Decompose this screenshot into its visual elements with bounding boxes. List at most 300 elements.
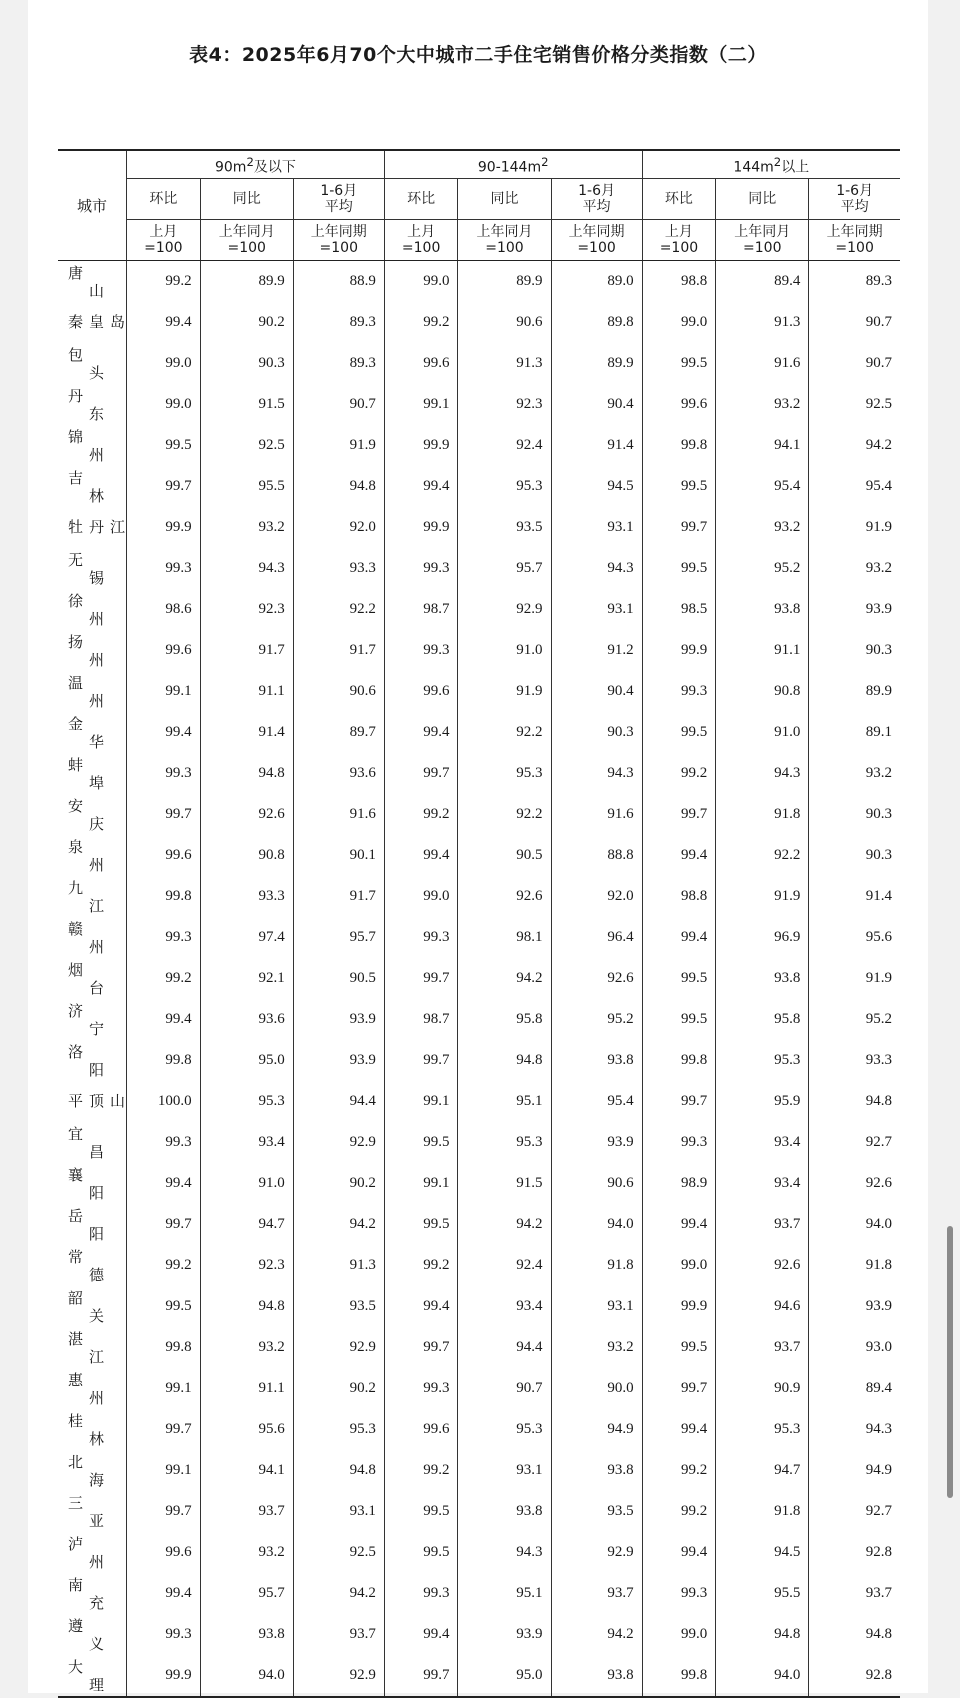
index-value: 88.8	[551, 835, 642, 876]
index-value: 93.4	[200, 1122, 293, 1163]
index-value: 98.8	[642, 876, 716, 917]
city-name-char1: 徐	[68, 592, 84, 610]
index-value: 99.8	[642, 425, 716, 466]
city-name-char1: 宜	[68, 1125, 84, 1143]
index-value: 94.8	[716, 1614, 809, 1655]
base-header-line2: =100	[659, 240, 699, 256]
index-value: 94.5	[551, 466, 642, 507]
index-value: 93.1	[293, 1491, 384, 1532]
index-value: 94.4	[293, 1081, 384, 1122]
table-row	[58, 425, 900, 466]
index-value: 89.8	[551, 302, 642, 343]
base-header-0-0	[127, 220, 201, 261]
index-value: 99.5	[642, 999, 716, 1040]
index-value: 95.4	[865, 478, 892, 494]
city-name-char2: 州	[89, 446, 105, 464]
index-value: 90.6	[293, 671, 384, 712]
index-value: 92.6	[865, 1175, 892, 1191]
base-header-line1: 上年同月	[734, 224, 791, 240]
index-value: 92.6	[551, 958, 642, 999]
index-value: 92.6	[458, 876, 551, 917]
index-value: 91.8	[716, 1491, 809, 1532]
city-name	[58, 302, 132, 343]
city-name-char2: 东	[89, 405, 105, 423]
index-value: 93.9	[458, 1614, 551, 1655]
city-name-char1: 南	[68, 1576, 84, 1594]
index-value: 94.8	[458, 1040, 551, 1081]
city-name-char2: 阳	[89, 1225, 105, 1243]
index-value: 90.5	[293, 958, 384, 999]
index-value: 92.2	[458, 712, 551, 753]
index-value: 98.9	[642, 1163, 716, 1204]
index-value: 93.3	[865, 1052, 892, 1068]
index-value: 99.7	[127, 1491, 201, 1532]
index-value: 93.2	[865, 765, 892, 781]
index-value: 90.3	[865, 642, 892, 658]
city-name	[58, 1286, 127, 1327]
index-value: 92.9	[293, 1655, 384, 1697]
index-value: 93.9	[293, 1040, 384, 1081]
index-value: 95.7	[458, 548, 551, 589]
index-value: 94.1	[716, 425, 809, 466]
index-value: 99.8	[127, 1040, 201, 1081]
index-value: 99.3	[642, 671, 716, 712]
subheader-line2: 平均	[324, 199, 353, 215]
table-row	[58, 999, 900, 1040]
document-page	[28, 0, 928, 1693]
index-value: 99.4	[642, 917, 716, 958]
index-value: 95.3	[458, 1122, 551, 1163]
index-value: 94.0	[716, 1655, 809, 1697]
city-name	[58, 712, 127, 753]
index-value: 97.4	[200, 917, 293, 958]
index-value: 90.7	[458, 1368, 551, 1409]
index-value: 99.7	[642, 1368, 716, 1409]
index-value: 99.1	[384, 1163, 458, 1204]
index-value: 91.6	[716, 343, 809, 384]
city-name	[58, 1573, 127, 1614]
city-name-char1: 洛	[68, 1043, 84, 1061]
index-value: 92.1	[200, 958, 293, 999]
index-value: 94.8	[293, 466, 384, 507]
index-value: 93.2	[551, 1327, 642, 1368]
index-value: 99.2	[127, 261, 201, 303]
table-row	[58, 261, 900, 303]
table-row	[58, 384, 900, 425]
index-value: 93.2	[716, 507, 809, 548]
index-value: 90.5	[458, 835, 551, 876]
city-name-char2: 庆	[89, 815, 105, 833]
city-name	[58, 261, 127, 303]
subheader-2-0	[642, 179, 716, 220]
index-value: 94.3	[551, 548, 642, 589]
city-name	[58, 548, 127, 589]
index-value: 99.4	[384, 466, 458, 507]
table-row	[58, 1655, 900, 1697]
city-name-char2: 林	[89, 1430, 105, 1448]
index-value: 91.6	[293, 794, 384, 835]
subheader-line1: 同比	[748, 191, 777, 207]
index-value: 94.7	[200, 1204, 293, 1245]
index-value: 90.3	[865, 847, 892, 863]
index-value: 94.5	[716, 1532, 809, 1573]
group-header-large-base: 144m	[733, 159, 774, 176]
index-value: 91.0	[200, 1163, 293, 1204]
index-value: 91.3	[293, 1245, 384, 1286]
city-name	[58, 794, 127, 835]
city-name-char1: 北	[68, 1453, 84, 1471]
city-name	[58, 1122, 127, 1163]
index-value: 99.5	[384, 1204, 458, 1245]
index-value: 99.5	[642, 712, 716, 753]
index-value: 91.5	[200, 384, 293, 425]
table-row	[58, 1614, 900, 1655]
table-row	[58, 1040, 900, 1081]
index-value: 99.6	[127, 630, 201, 671]
city-name-char2: 州	[89, 856, 105, 874]
index-value: 93.8	[716, 589, 809, 630]
index-value: 89.9	[458, 261, 551, 303]
index-value: 91.4	[865, 888, 892, 904]
city-name-char1: 三	[68, 1494, 84, 1512]
index-value: 89.9	[865, 683, 892, 699]
index-value: 92.4	[458, 1245, 551, 1286]
city-name-char1: 九	[68, 879, 84, 897]
index-value: 90.3	[200, 343, 293, 384]
city-name-char1: 遵	[68, 1617, 84, 1635]
index-value: 95.7	[200, 1573, 293, 1614]
city-name	[58, 1532, 127, 1573]
city-name	[58, 1368, 127, 1409]
subheader-1-0	[384, 179, 458, 220]
index-value: 91.8	[865, 1257, 892, 1273]
index-value: 99.5	[127, 1286, 201, 1327]
city-name-char2: 锡	[89, 569, 105, 587]
index-value: 95.1	[458, 1573, 551, 1614]
city-name-char2: 亚	[89, 1512, 105, 1530]
index-value: 99.5	[642, 548, 716, 589]
index-value: 93.0	[865, 1339, 892, 1355]
city-name	[58, 999, 127, 1040]
index-value: 99.7	[384, 958, 458, 999]
index-value: 89.4	[865, 1380, 892, 1396]
city-name	[58, 630, 127, 671]
index-value: 93.5	[551, 1491, 642, 1532]
index-value: 93.3	[293, 548, 384, 589]
index-value: 99.9	[127, 1655, 201, 1697]
base-header-line2: =100	[144, 240, 183, 256]
index-value: 93.7	[293, 1614, 384, 1655]
index-value: 99.4	[384, 1286, 458, 1327]
index-value: 98.8	[642, 261, 716, 303]
index-value: 93.9	[865, 1298, 892, 1314]
city-name-char1: 襄	[68, 1166, 84, 1184]
index-value: 99.0	[127, 384, 201, 425]
table-row	[58, 630, 900, 671]
index-value: 99.0	[642, 302, 716, 343]
index-value: 93.2	[200, 1532, 293, 1573]
index-value: 91.4	[551, 425, 642, 466]
index-value: 99.5	[127, 425, 201, 466]
index-value: 89.1	[865, 724, 892, 740]
table-row	[58, 302, 900, 343]
index-value: 90.3	[865, 806, 892, 822]
city-name-text: 牡丹江	[68, 518, 132, 536]
index-value: 99.6	[384, 343, 458, 384]
base-header-line1: 上月	[664, 224, 693, 240]
index-value: 94.3	[200, 548, 293, 589]
index-value: 90.9	[716, 1368, 809, 1409]
index-value: 90.2	[200, 302, 293, 343]
city-name	[58, 1245, 127, 1286]
index-value: 94.2	[551, 1614, 642, 1655]
index-value: 94.0	[200, 1655, 293, 1697]
index-value: 92.7	[865, 1503, 892, 1519]
index-value: 99.2	[384, 1450, 458, 1491]
index-value: 99.0	[384, 261, 458, 303]
index-value: 89.0	[551, 261, 642, 303]
index-value: 93.1	[551, 507, 642, 548]
index-value: 90.8	[200, 835, 293, 876]
subheader-line1: 1-6月	[578, 183, 615, 199]
index-value: 95.2	[551, 999, 642, 1040]
city-name-char1: 大	[68, 1658, 84, 1676]
index-value: 99.5	[642, 466, 716, 507]
base-header-1-1	[458, 220, 551, 261]
index-value: 91.0	[716, 712, 809, 753]
index-value: 99.3	[384, 1573, 458, 1614]
index-value: 90.3	[551, 712, 642, 753]
index-value: 91.1	[716, 630, 809, 671]
index-value: 94.2	[458, 958, 551, 999]
subheader-line1: 同比	[490, 191, 519, 207]
subheader-line1: 1-6月	[320, 183, 358, 199]
table-row	[58, 794, 900, 835]
index-value: 99.6	[384, 1409, 458, 1450]
city-name-char2: 华	[89, 733, 105, 751]
base-header-line2: =100	[743, 240, 782, 256]
index-value: 92.2	[716, 835, 809, 876]
index-value: 94.3	[716, 753, 809, 794]
city-name-char2: 宁	[89, 1020, 105, 1038]
index-value: 99.9	[127, 507, 201, 548]
index-value: 99.5	[384, 1122, 458, 1163]
index-value: 93.7	[865, 1585, 892, 1601]
index-value: 99.3	[384, 548, 458, 589]
index-value: 92.3	[200, 589, 293, 630]
index-value: 99.1	[127, 1368, 201, 1409]
city-name-char1: 烟	[68, 961, 84, 979]
index-value: 94.8	[865, 1626, 892, 1642]
index-value: 94.3	[458, 1532, 551, 1573]
index-value: 91.1	[200, 671, 293, 712]
index-value: 99.8	[127, 1327, 201, 1368]
city-name-char2: 阳	[89, 1184, 105, 1202]
index-value: 88.9	[293, 261, 384, 303]
index-value: 90.6	[551, 1163, 642, 1204]
index-value: 93.4	[716, 1122, 809, 1163]
city-name-char2: 州	[89, 651, 105, 669]
index-value: 99.7	[127, 1409, 201, 1450]
base-header-line2: =100	[227, 240, 266, 256]
table-row	[58, 917, 900, 958]
index-value: 99.0	[642, 1245, 716, 1286]
table-row	[58, 753, 900, 794]
index-value: 90.4	[551, 384, 642, 425]
index-value: 89.7	[293, 712, 384, 753]
index-value: 99.4	[642, 1204, 716, 1245]
city-name-char1: 金	[68, 715, 84, 733]
city-name-char1: 湛	[68, 1330, 84, 1348]
index-value: 91.2	[551, 630, 642, 671]
table-row	[58, 1327, 900, 1368]
index-value: 90.2	[293, 1163, 384, 1204]
index-value: 99.1	[127, 1450, 201, 1491]
table-row	[58, 1122, 900, 1163]
index-value: 94.2	[458, 1204, 551, 1245]
base-header-line2: =100	[319, 240, 358, 256]
city-name	[58, 343, 127, 384]
index-value: 91.9	[293, 425, 384, 466]
city-name-char2: 充	[89, 1594, 105, 1612]
index-value: 91.9	[865, 970, 892, 986]
index-value: 95.4	[716, 466, 809, 507]
index-value: 99.4	[127, 1573, 201, 1614]
index-value: 90.7	[293, 384, 384, 425]
index-value: 99.0	[127, 343, 201, 384]
index-value: 89.9	[200, 261, 293, 303]
index-value: 95.5	[716, 1573, 809, 1614]
index-value: 94.3	[551, 753, 642, 794]
table-row	[58, 1163, 900, 1204]
index-value: 98.6	[127, 589, 201, 630]
base-header-1-0	[384, 220, 458, 261]
city-name-char1: 吉	[68, 469, 84, 487]
index-value: 90.7	[865, 355, 892, 371]
base-header-line1: 上年同期	[568, 224, 625, 240]
city-name-char1: 常	[68, 1248, 84, 1266]
table-row	[58, 1286, 900, 1327]
index-value: 95.4	[551, 1081, 642, 1122]
base-header-line1: 上年同期	[826, 224, 883, 240]
city-name-char2: 山	[89, 282, 105, 300]
index-value: 93.9	[865, 601, 892, 617]
index-value: 99.3	[642, 1573, 716, 1614]
index-value: 95.8	[716, 999, 809, 1040]
index-value: 99.3	[642, 1122, 716, 1163]
index-value: 95.0	[200, 1040, 293, 1081]
city-name-char1: 安	[68, 797, 84, 815]
table-row	[58, 958, 900, 999]
index-value: 99.9	[642, 1286, 716, 1327]
index-value: 95.3	[458, 466, 551, 507]
index-value: 93.2	[716, 384, 809, 425]
index-value: 93.2	[200, 507, 293, 548]
index-value: 93.4	[458, 1286, 551, 1327]
city-name-char2: 德	[89, 1266, 105, 1284]
table-row	[58, 1532, 900, 1573]
group-header-medium	[384, 150, 642, 179]
index-value: 99.5	[642, 1327, 716, 1368]
index-value: 92.9	[458, 589, 551, 630]
index-value: 93.8	[200, 1614, 293, 1655]
index-value: 99.8	[642, 1655, 716, 1697]
index-value: 91.7	[293, 876, 384, 917]
city-name	[58, 917, 127, 958]
index-value: 90.0	[551, 1368, 642, 1409]
index-value: 99.6	[127, 1532, 201, 1573]
subheader-0-0	[127, 179, 201, 220]
base-header-line1: 上年同月	[476, 224, 533, 240]
index-value: 92.0	[551, 876, 642, 917]
index-value: 95.8	[458, 999, 551, 1040]
index-value: 99.4	[384, 712, 458, 753]
index-value: 95.3	[716, 1040, 809, 1081]
index-value: 99.4	[127, 712, 201, 753]
city-name-char2: 理	[89, 1676, 105, 1694]
index-value: 99.7	[127, 794, 201, 835]
city-name	[58, 466, 127, 507]
index-value: 92.5	[293, 1532, 384, 1573]
city-name-char1: 赣	[68, 920, 84, 938]
index-value: 91.6	[551, 794, 642, 835]
index-value: 99.2	[642, 1491, 716, 1532]
index-value: 94.3	[865, 1421, 892, 1437]
index-value: 99.1	[384, 1081, 458, 1122]
index-value: 93.3	[200, 876, 293, 917]
index-value: 99.7	[127, 1204, 201, 1245]
table-row	[58, 1081, 900, 1122]
index-value: 92.3	[458, 384, 551, 425]
group-header-medium-sup: 2	[541, 154, 549, 169]
city-name-char1: 唐	[68, 264, 84, 282]
group-header-large-sup: 2	[773, 154, 782, 169]
index-value: 94.2	[865, 437, 892, 453]
scrollbar-thumb[interactable]	[947, 1226, 953, 1498]
base-header-line2: =100	[577, 240, 616, 256]
city-name	[58, 425, 127, 466]
index-value: 92.2	[458, 794, 551, 835]
index-value: 95.3	[458, 1409, 551, 1450]
index-value: 93.9	[551, 1122, 642, 1163]
index-value: 99.2	[127, 958, 201, 999]
index-value: 99.5	[642, 343, 716, 384]
group-header-small	[127, 150, 385, 179]
index-value: 99.3	[127, 548, 201, 589]
subheader-0-1	[200, 179, 293, 220]
index-value: 93.2	[200, 1327, 293, 1368]
city-name-char2: 义	[89, 1635, 105, 1653]
base-header-line1: 上月	[149, 224, 178, 240]
city-name-text: 平顶山	[68, 1092, 132, 1110]
index-value: 94.6	[716, 1286, 809, 1327]
group-header-large-suffix: 以上	[781, 159, 810, 176]
index-value: 95.5	[200, 466, 293, 507]
base-header-line2: =100	[835, 240, 874, 256]
index-value: 99.3	[384, 917, 458, 958]
index-value: 93.1	[458, 1450, 551, 1491]
index-value: 99.3	[127, 917, 201, 958]
index-value: 99.3	[384, 1368, 458, 1409]
city-name	[58, 1614, 127, 1655]
index-value: 93.5	[458, 507, 551, 548]
index-value: 95.1	[458, 1081, 551, 1122]
city-name	[58, 1655, 127, 1697]
city-name-char1: 桂	[68, 1412, 84, 1430]
city-name-char1: 泉	[68, 838, 84, 856]
index-value: 93.5	[293, 1286, 384, 1327]
city-name-char2: 州	[89, 610, 105, 628]
